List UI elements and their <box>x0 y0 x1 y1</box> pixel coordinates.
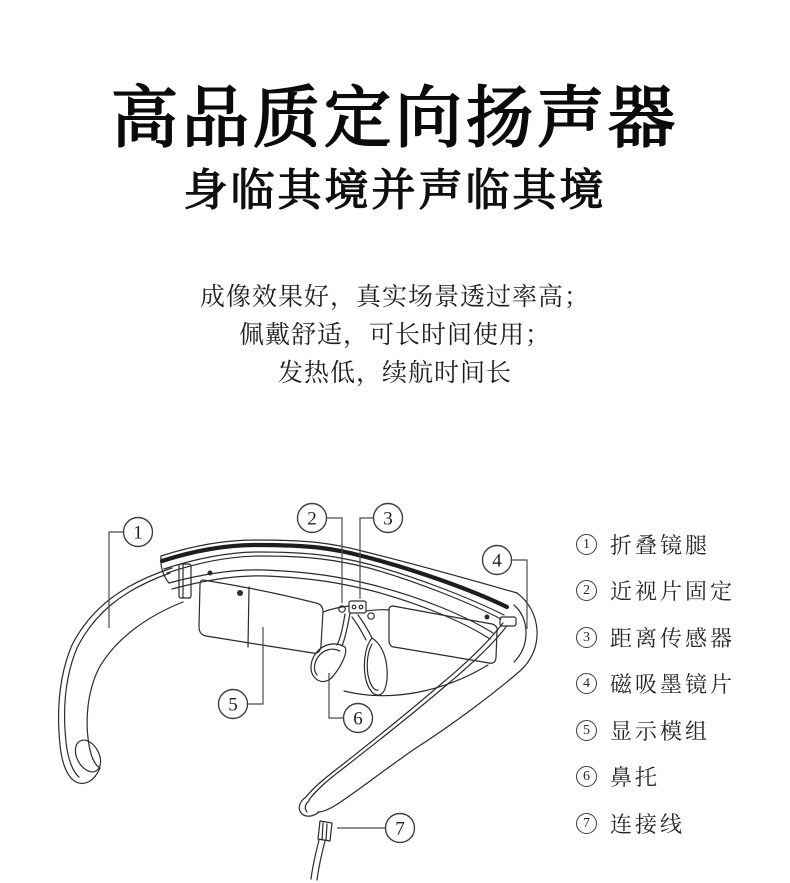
svg-text:1: 1 <box>133 522 143 544</box>
legend-number-badge: 4 <box>576 673 597 694</box>
svg-text:6: 6 <box>353 708 363 730</box>
legend-item-display-module <box>576 717 735 743</box>
legend-label: 连接线 <box>610 811 686 837</box>
callout-leader-lines <box>109 518 527 828</box>
legend-item-magnetic-sunglass-lens <box>576 671 735 697</box>
hero-section <box>0 0 790 392</box>
legend-label: 折叠镜腿 <box>610 532 711 558</box>
page-subtitle: 身临其境并声临其境 <box>183 165 607 215</box>
legend-number-badge: 1 <box>576 534 597 555</box>
svg-text:7: 7 <box>395 818 405 840</box>
glasses-diagram <box>20 495 580 883</box>
legend-item-myopia-lens-fixing <box>576 578 735 604</box>
nose-bridge-sensor <box>323 601 389 619</box>
svg-text:2: 2 <box>307 508 317 530</box>
callout-6 <box>344 704 373 733</box>
display-module-lens <box>199 571 323 654</box>
legend-item-connection-cable <box>576 810 735 836</box>
svg-text:3: 3 <box>383 508 393 530</box>
legend-number-badge: 3 <box>576 627 597 648</box>
callout-2 <box>298 504 327 533</box>
description-line: 佩戴舒适，可长时间使用； <box>238 320 551 349</box>
legend-label: 磁吸墨镜片 <box>610 672 736 697</box>
callout-5 <box>219 690 248 719</box>
nose-pads <box>311 613 488 696</box>
legend-label: 近视片固定 <box>610 579 736 604</box>
legend-item-distance-sensor <box>576 624 735 650</box>
callout-1 <box>124 518 153 547</box>
right-temple-arm <box>299 623 520 816</box>
legend-label: 距离传感器 <box>610 625 736 651</box>
legend-label: 显示模组 <box>610 718 711 744</box>
svg-text:4: 4 <box>492 550 502 572</box>
legend-item-folding-temple <box>576 531 735 557</box>
parts-legend <box>576 531 735 857</box>
description-line: 发热低，续航时间长 <box>277 358 512 387</box>
legend-number-badge: 6 <box>576 766 597 787</box>
product-description <box>0 278 790 392</box>
legend-item-nose-pad <box>576 764 735 790</box>
svg-text:5: 5 <box>228 694 238 716</box>
callout-7 <box>386 814 415 843</box>
page-title: 高品质定向扬声器 <box>111 81 679 156</box>
connection-cable <box>311 821 332 880</box>
legend-label: 鼻托 <box>610 765 661 790</box>
callout-4 <box>483 546 512 575</box>
description-line: 成像效果好，真实场景透过率高； <box>199 282 590 311</box>
legend-number-badge: 7 <box>576 813 597 834</box>
legend-number-badge: 5 <box>576 720 597 741</box>
left-temple-arm <box>59 568 183 783</box>
callout-3 <box>374 504 403 533</box>
legend-number-badge: 2 <box>576 580 597 601</box>
